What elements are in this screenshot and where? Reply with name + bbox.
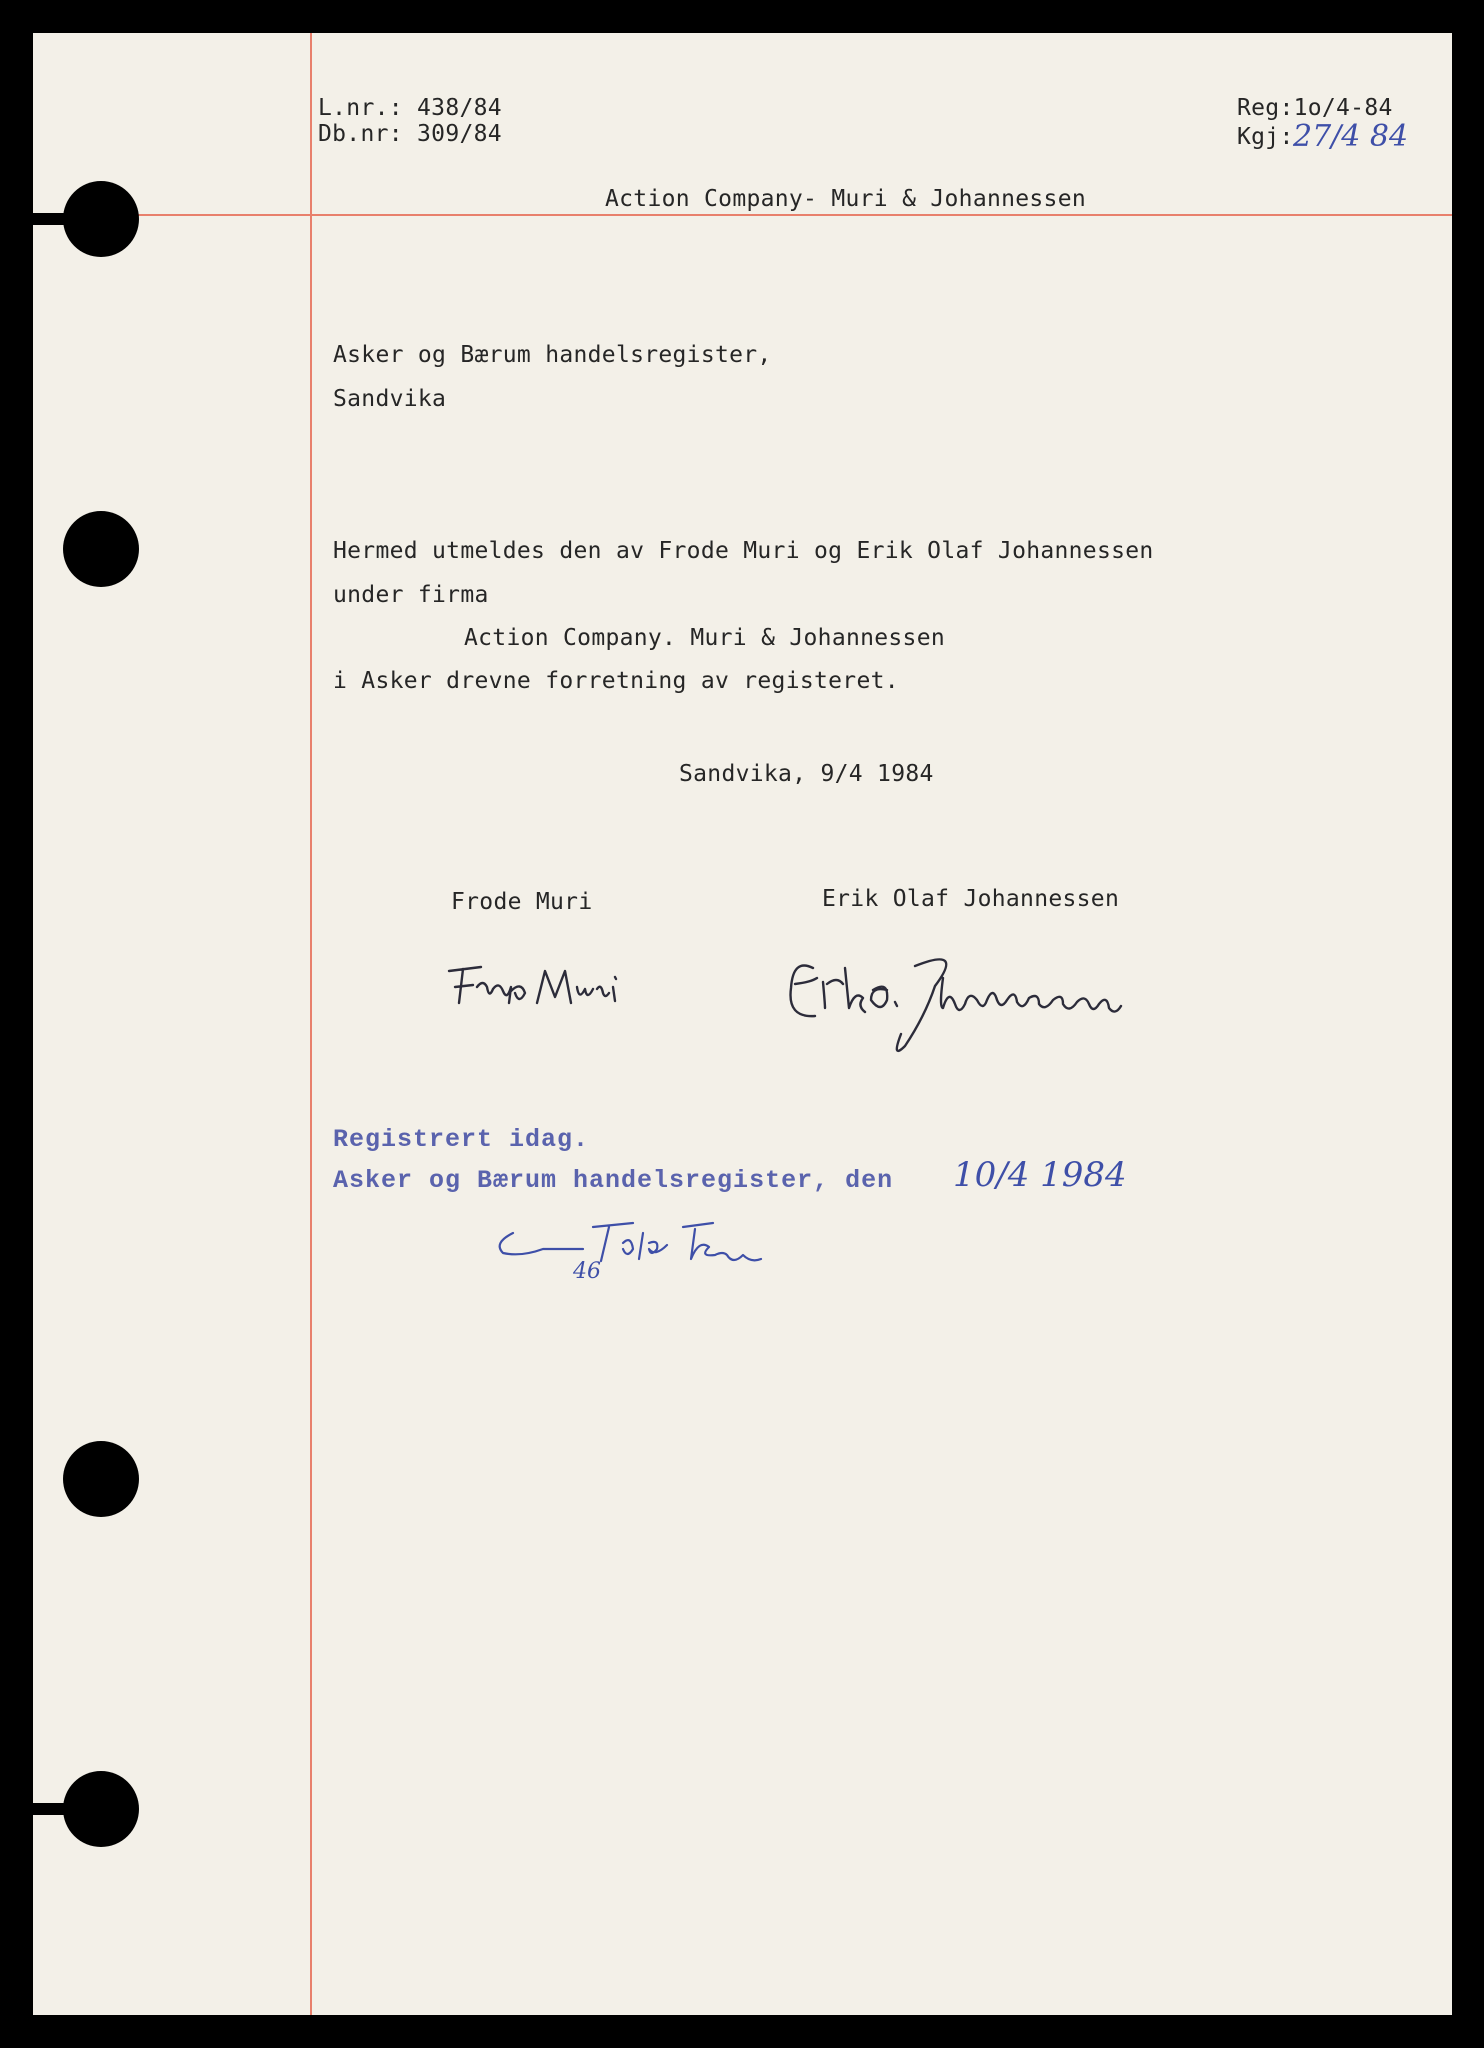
margin-line-horizontal [33,214,1452,216]
body-line-2: under firma [333,582,489,608]
punch-hole-tab-1 [33,213,93,225]
signature-erik-johannessen-drawing [783,938,1203,1068]
ledger-number: L.nr.: 438/84 [318,95,502,121]
margin-line-vertical [310,33,312,2015]
place-date: Sandvika, 9/4 1984 [679,761,934,787]
body-line-4: i Asker drevne forretning av registeret. [333,668,899,694]
document-page [33,33,1452,2015]
recipient-line-1: Asker og Bærum handelsregister, [333,342,772,368]
stamp-handwritten-date: 10/4 1984 [953,1155,1127,1195]
diary-number: Db.nr: 309/84 [318,121,502,147]
stamp-line-1: Registrert idag. [333,1125,590,1154]
registration-date: Reg:1o/4-84 [1237,95,1393,121]
signatory-right-name: Erik Olaf Johannessen [822,886,1120,912]
kgj-label: Kgj: [1237,124,1294,150]
signature-frode-muri-drawing [441,953,641,1023]
signatory-left-name: Frode Muri [451,889,593,915]
stamp-line-2: Asker og Bærum handelsregister, den [333,1166,894,1195]
recipient-line-2: Sandvika [333,386,447,412]
body-line-1: Hermed utmeldes den av Frode Muri og Erik Olaf Johannessen [333,538,1154,564]
kgj-handwritten-date: 27/4 84 [1293,119,1409,154]
body-line-3: Action Company. Muri & Johannessen [464,625,946,651]
stamp-handwritten-initials: 46 [573,1259,601,1284]
punch-hole-3 [63,1441,139,1517]
company-title: Action Company- Muri & Johannessen [605,186,1087,212]
stamp-initials-drawing [473,1213,833,1293]
punch-hole-2 [63,511,139,587]
punch-hole-tab-4 [33,1803,93,1815]
